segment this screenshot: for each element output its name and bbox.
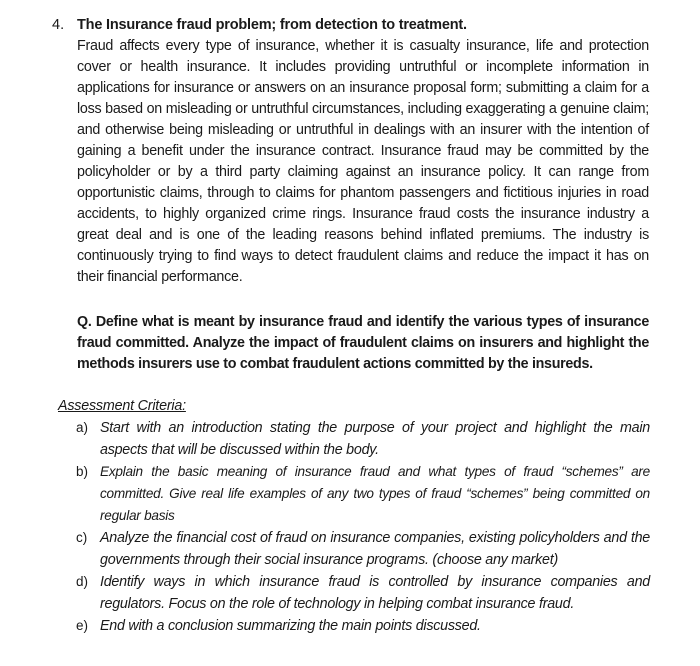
criteria-item-c <box>58 527 650 571</box>
body-paragraph: Fraud affects every type of insurance, whether it is casualty insurance, life and protection cover or health insurance. It includes providing untruthful or incomplete information in applications for insurance or answers on an insurance proposal form; submitting a claim for a loss based on misleading or untruthful circumstances, including exaggerating a genuine claim; and otherwise being misleading or untruthful in dealings with an insurer with the intention of gaining a benefit under the insurance contract. Insurance fraud may be committed by the policyholder or by a third party claiming against an insurance policy. It can range from opportunistic claims, through to claims for phantom passengers and fictitious injuries in road accidents, to highly organized crime rings. Insurance fraud costs the insurance industry a great deal and is one of the leading reasons behind inflated premiums. The industry is continuously trying to find ways to detect fraudulent claims and reduce the impact it has on their financial performance. <box>77 38 649 285</box>
criteria-item-b <box>58 461 650 527</box>
criteria-text: Identify ways in which insurance fraud is controlled by insurance companies and regulators. Focus on the role of technology in helping combat insurance fraud. <box>100 574 650 612</box>
criteria-text: Start with an introduction stating the purpose of your project and highlight the main aspects that will be discussed within the body. <box>100 420 650 458</box>
item-number: 4. <box>52 17 65 33</box>
criteria-item-d <box>58 571 650 615</box>
item-body <box>77 15 649 288</box>
criteria-list <box>58 417 650 637</box>
section-heading: The Insurance fraud problem; from detection to treatment. <box>77 17 467 33</box>
assessment-criteria <box>58 396 650 637</box>
criteria-marker: e) <box>76 618 89 633</box>
criteria-marker: d) <box>76 574 89 589</box>
criteria-text: Explain the basic meaning of insurance fraud and what types of fraud “schemes” are committed. Give real life examples of any two types of fraud “schemes” being committed on regular basis <box>100 464 650 523</box>
criteria-text: Analyze the financial cost of fraud on insurance companies, existing policyholders and the governments through their social insurance programs. (choose any market) <box>100 530 650 568</box>
criteria-marker: a) <box>76 420 89 435</box>
criteria-item-a <box>58 417 650 461</box>
criteria-marker: b) <box>76 464 89 479</box>
criteria-title: Assessment Criteria: <box>58 398 186 414</box>
criteria-marker: c) <box>76 530 88 545</box>
question-text: Q. Define what is meant by insurance fraud and identify the various types of insurance fraud committed. Analyze the impact of fraudulent claims on insurers and highlight the methods insurers use to combat fraudulent actions committed by the insureds. <box>77 314 649 372</box>
numbered-item <box>52 15 652 288</box>
criteria-text: End with a conclusion summarizing the main points discussed. <box>100 618 481 634</box>
criteria-item-e <box>58 615 650 637</box>
